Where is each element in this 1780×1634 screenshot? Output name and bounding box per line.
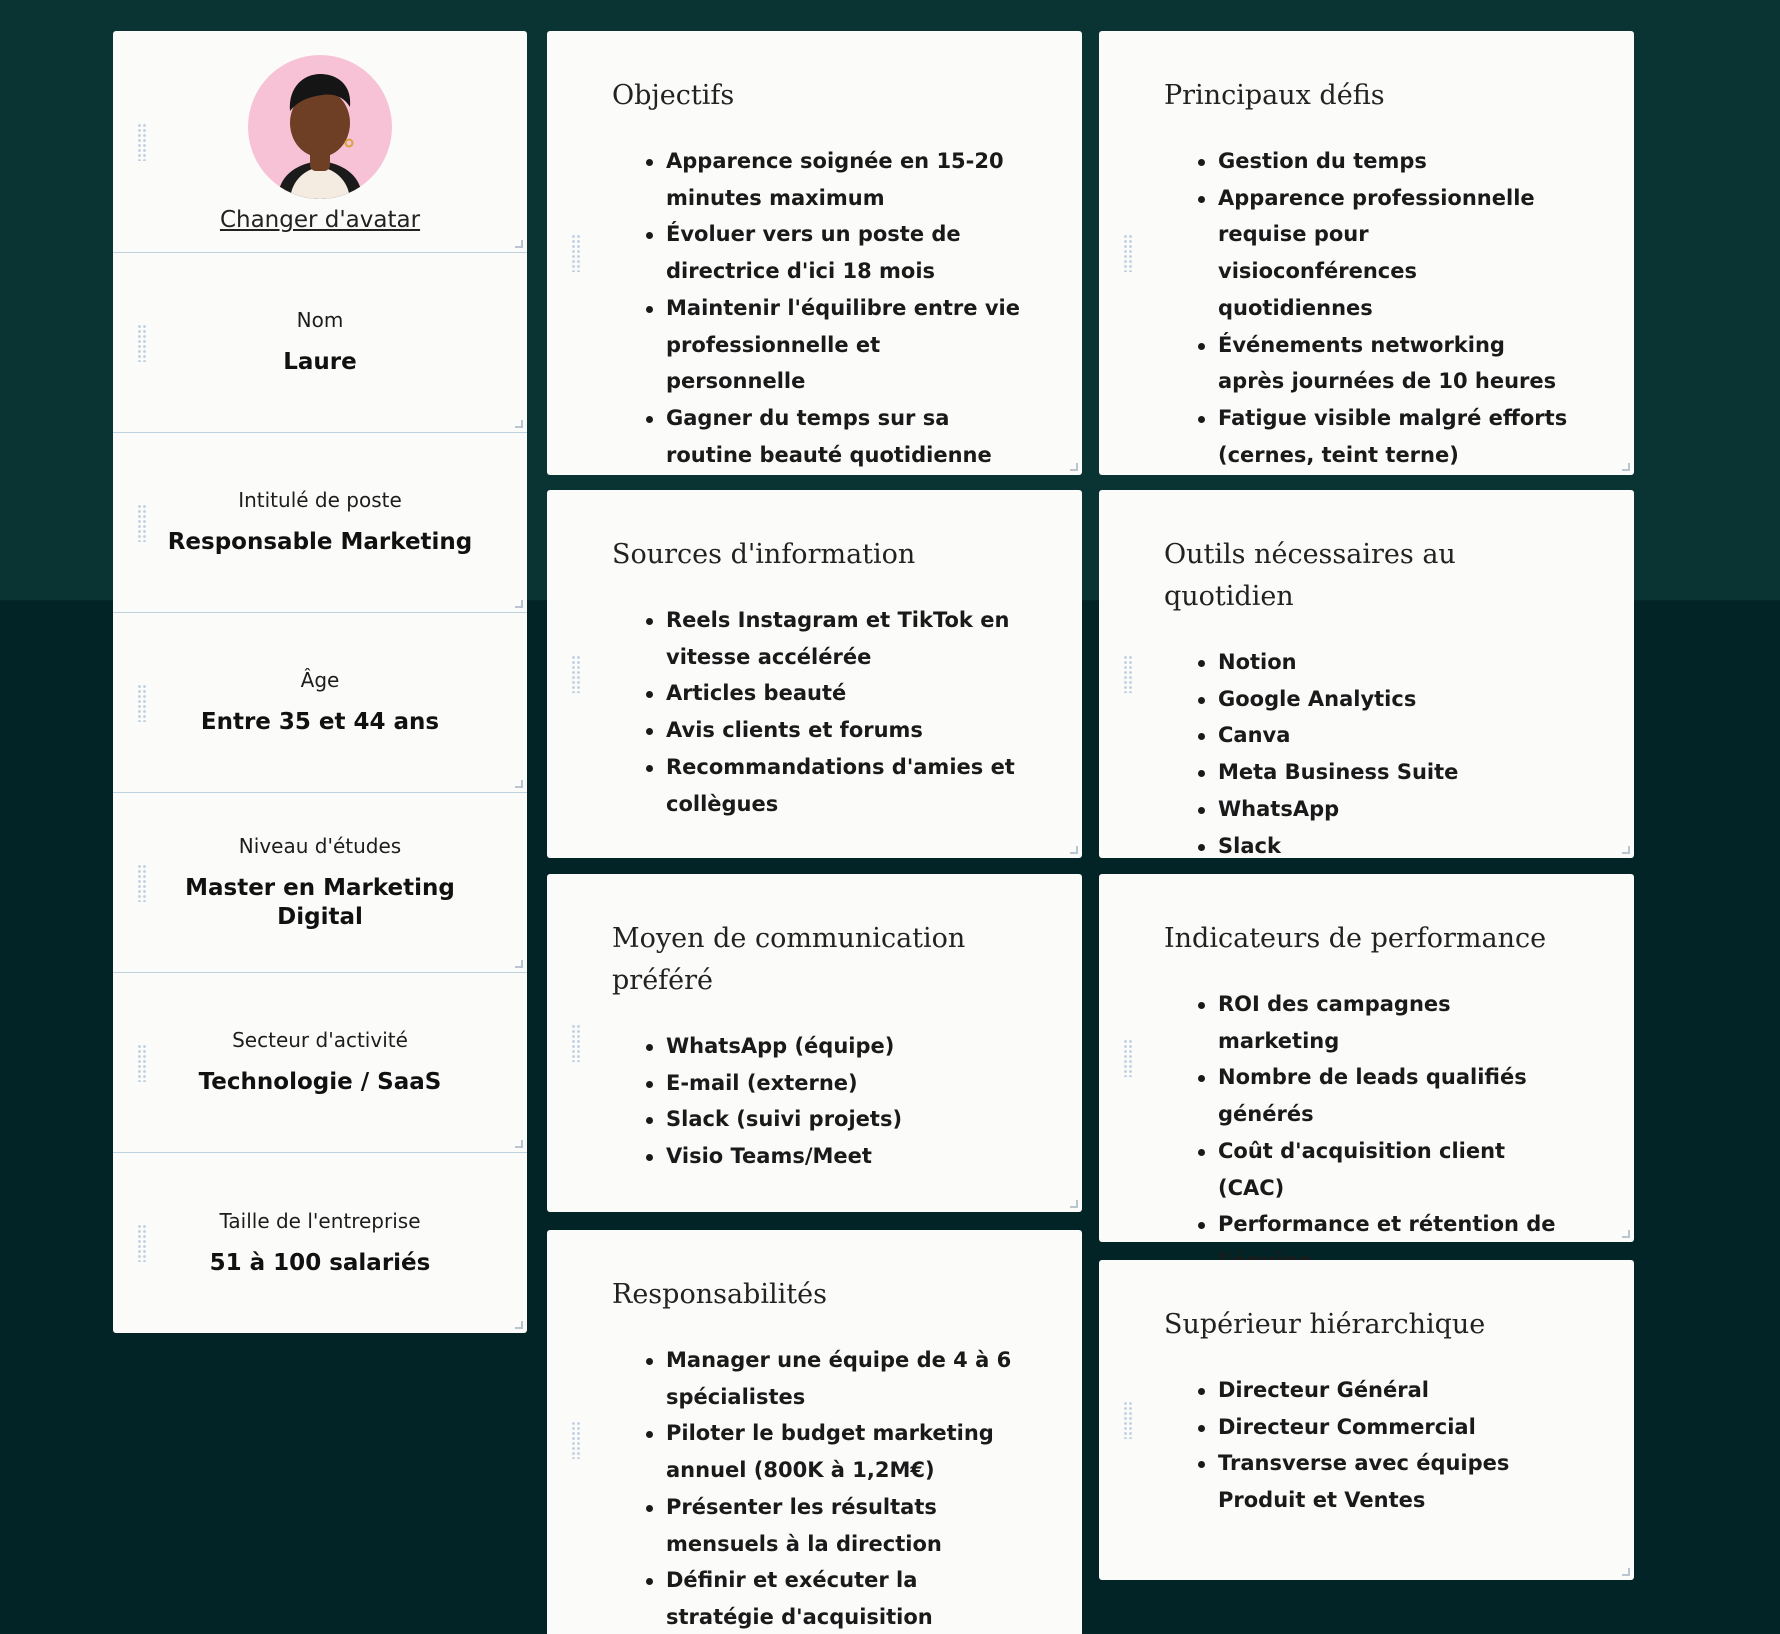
list-item: Notion — [1218, 644, 1574, 681]
card-title: Principaux défis — [1164, 80, 1385, 111]
field-value: Laure — [283, 349, 357, 375]
card-list — [1164, 1372, 1574, 1519]
avatar — [248, 55, 392, 199]
resize-handle-icon[interactable] — [1622, 463, 1630, 471]
card-list — [612, 1028, 1022, 1175]
drag-handle-icon[interactable] — [1123, 1039, 1133, 1077]
card-list — [612, 602, 1022, 822]
field-label: Secteur d'activité — [232, 1028, 408, 1052]
list-item: WhatsApp — [1218, 791, 1574, 828]
list-item: Visio Teams/Meet — [666, 1138, 1022, 1175]
field-label: Nom — [296, 308, 344, 332]
resize-handle-icon[interactable] — [515, 600, 523, 608]
card-indicateurs[interactable] — [1099, 874, 1634, 1242]
list-item: ROI des campagnes marketing — [1218, 986, 1574, 1059]
drag-handle-icon[interactable] — [137, 504, 147, 542]
list-item: Slack — [1218, 828, 1574, 865]
list-item: Fatigue visible malgré efforts (cernes, teint terne) — [1218, 400, 1574, 473]
list-item: Avis clients et forums — [666, 712, 1022, 749]
card-sources[interactable] — [547, 490, 1082, 858]
resize-handle-icon[interactable] — [1622, 1230, 1630, 1238]
list-item: Canva — [1218, 717, 1574, 754]
field-value: Responsable Marketing — [167, 529, 473, 555]
drag-handle-icon[interactable] — [1123, 1401, 1133, 1439]
avatar-card — [113, 31, 527, 253]
list-item: Recommandations d'amies et collègues — [666, 749, 1022, 822]
drag-handle-icon[interactable] — [1123, 234, 1133, 272]
field-label: Niveau d'études — [238, 833, 402, 858]
list-item: Articles beauté — [666, 675, 1022, 712]
list-item: Manager une équipe de 4 à 6 spécialistes — [666, 1342, 1022, 1415]
list-item: Slack (suivi projets) — [666, 1101, 1022, 1138]
resize-handle-icon[interactable] — [1622, 1568, 1630, 1576]
list-item: Google Analytics — [1218, 681, 1574, 718]
list-item: Coût d'acquisition client (CAC) — [1218, 1133, 1574, 1206]
drag-handle-icon[interactable] — [137, 684, 147, 722]
list-item: Apparence soignée en 15-20 minutes maximum — [666, 143, 1022, 216]
resize-handle-icon[interactable] — [515, 960, 523, 968]
company-size-field[interactable] — [113, 1153, 527, 1333]
field-value: Technologie / SaaS — [198, 1069, 442, 1095]
list-item: Reels Instagram et TikTok en vitesse accélérée — [666, 602, 1022, 675]
drag-handle-icon[interactable] — [571, 1421, 581, 1459]
list-item: Évoluer vers un poste de directrice d'ici 18 mois — [666, 216, 1022, 289]
drag-handle-icon[interactable] — [1123, 655, 1133, 693]
card-responsabilites[interactable] — [547, 1230, 1082, 1634]
card-list — [612, 143, 1022, 473]
name-field[interactable] — [113, 253, 527, 433]
field-label: Âge — [300, 668, 340, 692]
card-communication[interactable] — [547, 874, 1082, 1212]
card-title: Objectifs — [612, 80, 735, 111]
card-defis[interactable] — [1099, 31, 1634, 475]
change-avatar-link[interactable]: Changer d'avatar — [219, 207, 421, 233]
list-item: Meta Business Suite — [1218, 754, 1574, 791]
resize-handle-icon[interactable] — [515, 240, 523, 248]
profile-column — [113, 31, 527, 1333]
field-value: Master en Marketing Digital — [185, 874, 455, 930]
drag-handle-icon[interactable] — [137, 123, 147, 161]
resize-handle-icon[interactable] — [1070, 1200, 1078, 1208]
card-title: Supérieur hiérarchique — [1164, 1309, 1486, 1340]
field-label: Intitulé de poste — [238, 488, 402, 512]
card-title: Indicateurs de performance — [1164, 923, 1547, 954]
field-label: Taille de l'entreprise — [219, 1208, 421, 1233]
job-title-field[interactable] — [113, 433, 527, 613]
card-outils[interactable] — [1099, 490, 1634, 858]
resize-handle-icon[interactable] — [515, 1140, 523, 1148]
drag-handle-icon[interactable] — [137, 324, 147, 362]
resize-handle-icon[interactable] — [1070, 846, 1078, 854]
card-title: Moyen de communication préféré — [612, 923, 966, 996]
list-item: Gagner du temps sur sa routine beauté quotidienne — [666, 400, 1022, 473]
age-field[interactable] — [113, 613, 527, 793]
list-item: Directeur Commercial — [1218, 1409, 1574, 1446]
education-field[interactable] — [113, 793, 527, 973]
list-item: Maintenir l'équilibre entre vie professionnelle et personnelle — [666, 290, 1022, 400]
card-objectifs[interactable] — [547, 31, 1082, 475]
card-list — [1164, 986, 1574, 1280]
drag-handle-icon[interactable] — [571, 234, 581, 272]
drag-handle-icon[interactable] — [137, 1224, 147, 1262]
resize-handle-icon[interactable] — [515, 420, 523, 428]
card-title: Responsabilités — [612, 1279, 827, 1310]
list-item: Gestion du temps — [1218, 143, 1574, 180]
card-list — [612, 1342, 1022, 1634]
list-item: Piloter le budget marketing annuel (800K à 1,2M€) — [666, 1415, 1022, 1488]
field-value: Entre 35 et 44 ans — [200, 709, 440, 735]
drag-handle-icon[interactable] — [571, 1024, 581, 1062]
card-title: Sources d'information — [612, 539, 916, 570]
resize-handle-icon[interactable] — [515, 1321, 523, 1329]
card-title: Outils nécessaires au quotidien — [1164, 539, 1456, 612]
card-list — [1164, 143, 1574, 473]
resize-handle-icon[interactable] — [1070, 463, 1078, 471]
industry-field[interactable] — [113, 973, 527, 1153]
card-list — [1164, 644, 1574, 864]
list-item: Nombre de leads qualifiés générés — [1218, 1059, 1574, 1132]
resize-handle-icon[interactable] — [1622, 846, 1630, 854]
list-item: Transverse avec équipes Produit et Ventes — [1218, 1445, 1574, 1518]
field-value: 51 à 100 salariés — [209, 1249, 431, 1276]
drag-handle-icon[interactable] — [137, 1044, 147, 1082]
list-item: Performance et rétention de — [1218, 1206, 1574, 1279]
list-item: Présenter les résultats mensuels à la direction — [666, 1489, 1022, 1562]
list-item: Directeur Général — [1218, 1372, 1574, 1409]
resize-handle-icon[interactable] — [515, 780, 523, 788]
list-item: Apparence professionnelle requise pour visioconférences quotidiennes — [1218, 180, 1574, 327]
list-item: WhatsApp (équipe) — [666, 1028, 1022, 1065]
list-item: Définir et exécuter la stratégie d'acquisition — [666, 1562, 1022, 1634]
card-superieur[interactable] — [1099, 1260, 1634, 1580]
list-item: E-mail (externe) — [666, 1065, 1022, 1102]
drag-handle-icon[interactable] — [571, 655, 581, 693]
drag-handle-icon[interactable] — [137, 864, 147, 902]
list-item: Événements networking après journées de 10 heures — [1218, 327, 1574, 400]
